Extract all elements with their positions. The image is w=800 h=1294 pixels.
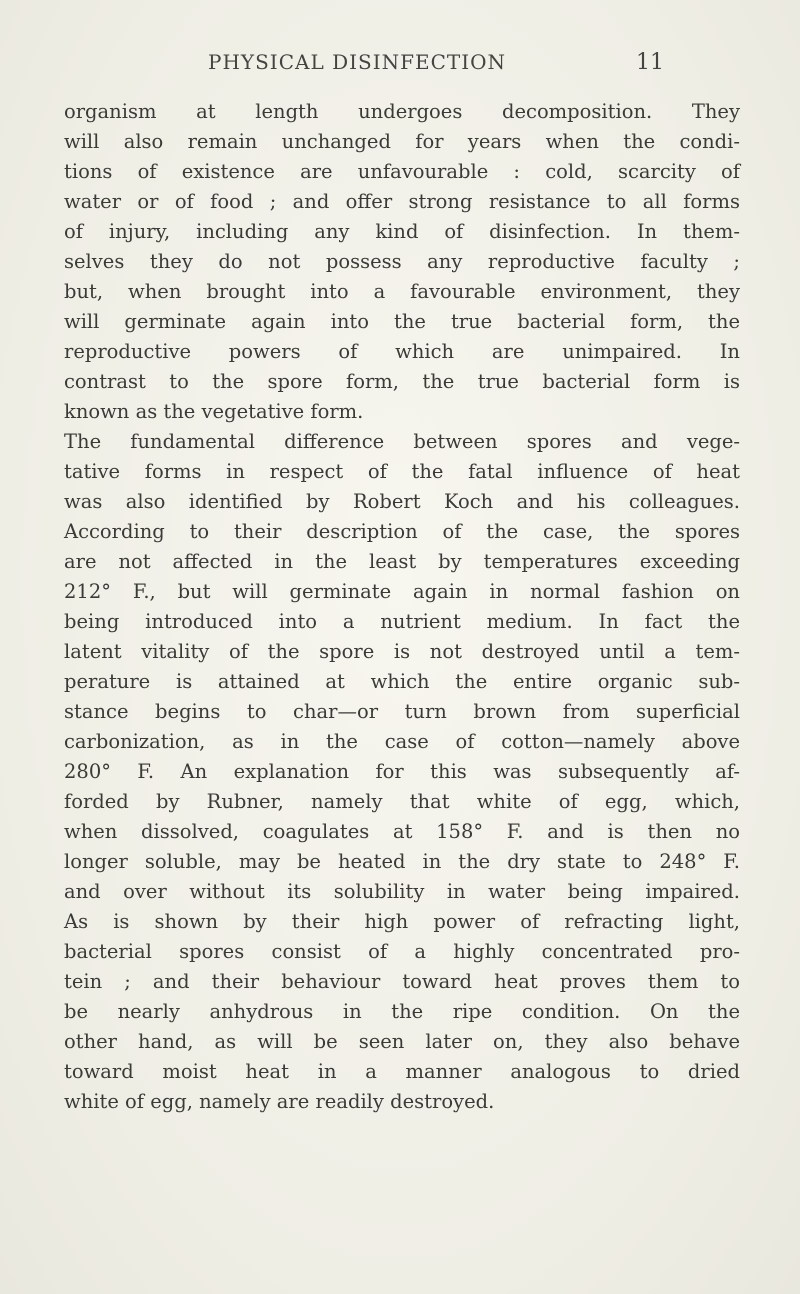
text-line: will germinate again into the true bacterial form, the	[64, 310, 740, 333]
text-line: The fundamental difference between spores and vege-	[64, 430, 740, 453]
text-line: water or of food ; and offer strong resistance to all forms	[64, 190, 740, 213]
text-line: known as the vegetative form.	[64, 400, 364, 423]
text-line: and over without its solubility in water being impaired.	[64, 880, 740, 903]
text-line: As is shown by their high power of refracting light,	[64, 910, 740, 933]
text-line: carbonization, as in the case of cotton—namely above	[64, 730, 740, 753]
text-line: will also remain unchanged for years when the condi-	[64, 130, 740, 153]
text-line: 212° F., but will germinate again in normal fashion on	[64, 580, 740, 603]
text-line: latent vitality of the spore is not destroyed until a tem-	[64, 640, 740, 663]
text-line: tein ; and their behaviour toward heat proves them to	[64, 970, 740, 993]
text-line: contrast to the spore form, the true bacterial form is	[64, 370, 740, 393]
text-line: was also identified by Robert Koch and his colleagues.	[64, 490, 740, 513]
text-line: be nearly anhydrous in the ripe condition. On the	[64, 1000, 740, 1023]
body-text	[64, 97, 740, 1117]
text-line: stance begins to char—or turn brown from superficial	[64, 700, 740, 723]
text-line: being introduced into a nutrient medium. In fact the	[64, 610, 740, 633]
text-line: tative forms in respect of the fatal influence of heat	[64, 460, 740, 483]
text-line: of injury, including any kind of disinfection. In them-	[64, 220, 740, 243]
text-line: toward moist heat in a manner analogous to dried	[64, 1060, 740, 1083]
text-line: are not affected in the least by temperatures exceeding	[64, 550, 740, 573]
text-line: other hand, as will be seen later on, they also behave	[64, 1030, 740, 1053]
page-number: 11	[636, 50, 664, 75]
page-header	[0, 50, 800, 90]
text-line: tions of existence are unfavourable : cold, scarcity of	[64, 160, 740, 183]
text-line: perature is attained at which the entire organic sub-	[64, 670, 740, 693]
text-line: when dissolved, coagulates at 158° F. and is then no	[64, 820, 740, 843]
text-line: reproductive powers of which are unimpaired. In	[64, 340, 740, 363]
text-line: According to their description of the case, the spores	[64, 520, 740, 543]
text-line: white of egg, namely are readily destroyed.	[64, 1090, 495, 1113]
text-line: forded by Rubner, namely that white of egg, which,	[64, 790, 740, 813]
text-line: selves they do not possess any reproductive faculty ;	[64, 250, 740, 273]
text-line: organism at length undergoes decomposition. They	[64, 100, 740, 123]
text-line: but, when brought into a favourable environment, they	[64, 280, 740, 303]
running-title: PHYSICAL DISINFECTION	[208, 50, 507, 74]
text-line: longer soluble, may be heated in the dry state to 248° F.	[64, 850, 740, 873]
text-line: bacterial spores consist of a highly concentrated pro-	[64, 940, 740, 963]
text-line: 280° F. An explanation for this was subsequently af-	[64, 760, 740, 783]
